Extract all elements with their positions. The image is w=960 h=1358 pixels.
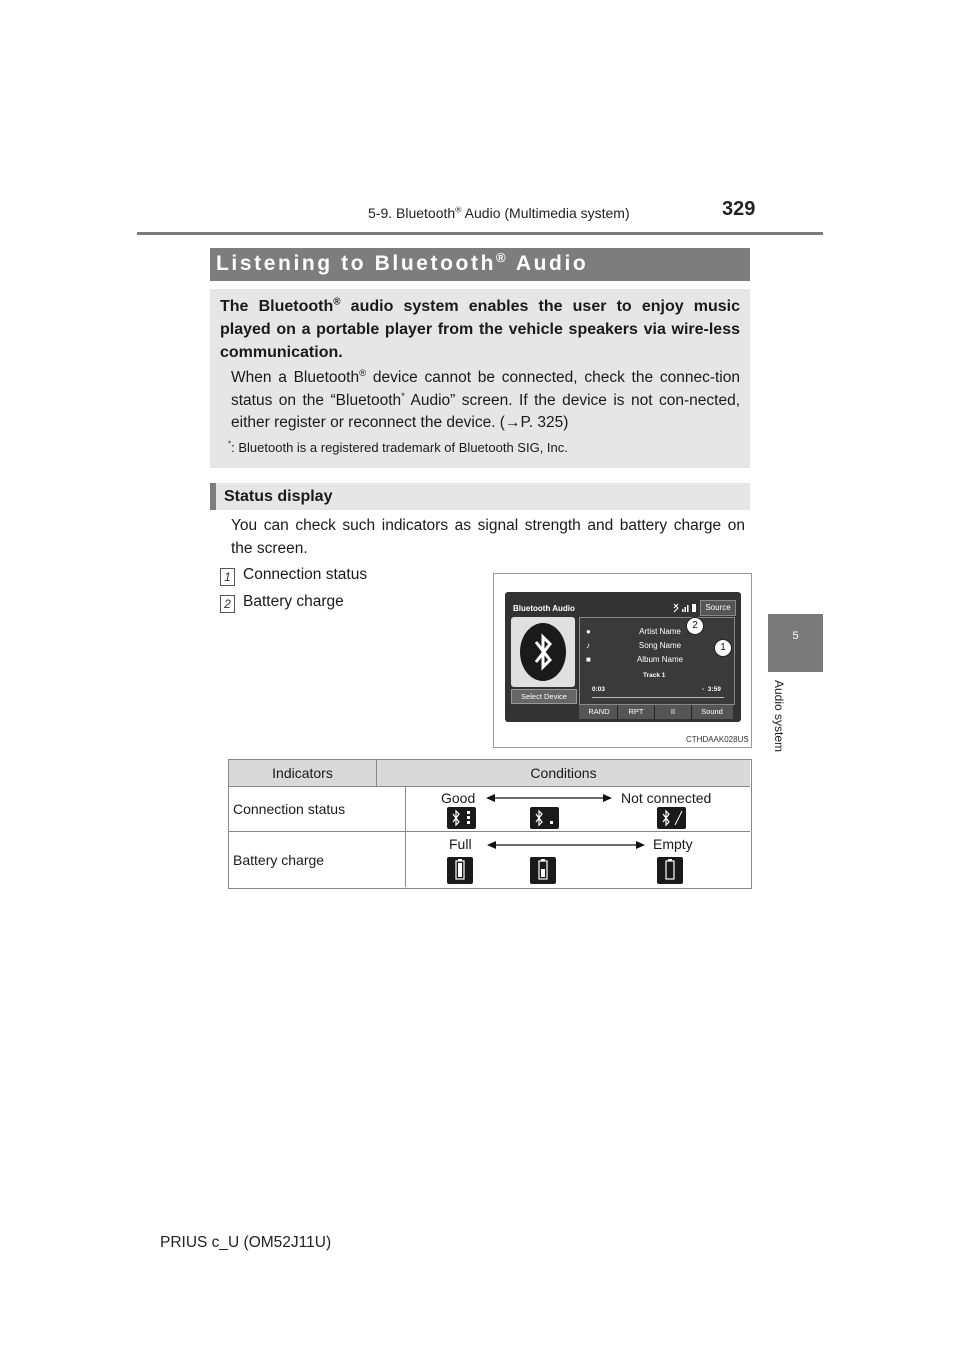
album-icon: ■ xyxy=(586,655,591,664)
remaining-time-value: 3:59 xyxy=(707,686,721,693)
header-conditions: Conditions xyxy=(530,765,597,781)
footer-model: PRIUS c_U (OM52J11U) xyxy=(160,1234,332,1251)
section-suffix: Audio (Multimedia system) xyxy=(461,205,630,221)
section-prefix: 5-9. Bluetooth xyxy=(368,205,456,221)
condition-not-connected: Not connected xyxy=(621,790,712,806)
chapter-number: 5 xyxy=(792,630,799,642)
header-indicators: Indicators xyxy=(272,765,333,781)
chapter-tab xyxy=(768,614,823,672)
condition-good: Good xyxy=(441,790,476,806)
chapter-label-text: Audio system xyxy=(772,680,786,753)
progress-bar xyxy=(592,697,724,698)
page-number: 329 xyxy=(722,198,756,220)
table-rule xyxy=(228,831,750,832)
intro-summary xyxy=(220,295,740,364)
double-arrow-icon xyxy=(487,839,645,851)
elapsed-time: 0:03 xyxy=(592,686,606,693)
pause-button[interactable]: II xyxy=(655,705,692,719)
status-heading-accent xyxy=(210,483,216,510)
bluetooth-signal-full-icon xyxy=(447,807,476,829)
item-number-1: 1 xyxy=(220,568,235,586)
chapter-label xyxy=(762,680,798,780)
item-label-connection: Connection status xyxy=(243,566,368,583)
title-suffix: Audio xyxy=(508,252,589,275)
remaining-time xyxy=(702,686,721,693)
table-rule xyxy=(228,786,750,787)
intro-note xyxy=(231,367,740,435)
intro-bold-mark: ® xyxy=(333,296,341,308)
row-connection-label: Connection status xyxy=(233,801,346,817)
status-indicators-icon xyxy=(672,603,698,613)
note-part3: Audio” screen. If the device is not con-nected, either register or reconnect the device. (→P. 325) xyxy=(231,391,741,431)
screen-title: Bluetooth Audio xyxy=(513,604,575,613)
double-arrow-icon xyxy=(486,792,612,804)
item-number-2: 2 xyxy=(220,595,235,613)
callout-1: 1 xyxy=(714,639,732,657)
person-icon: ● xyxy=(586,627,591,636)
source-button[interactable]: Source xyxy=(700,600,736,616)
track-label: Track 1 xyxy=(643,672,666,679)
music-note-icon: ♪ xyxy=(586,641,590,650)
section-header xyxy=(368,205,630,221)
header-rule xyxy=(137,232,823,235)
intro-bold-suffix: audio system enables the user to enjoy music played on a portable player from the vehicle speakers via wire-less communication. xyxy=(220,298,740,361)
footnote-star: * xyxy=(228,439,232,449)
note-part1: When a Bluetooth xyxy=(231,369,360,386)
note-mark: ® xyxy=(359,367,367,379)
condition-full: Full xyxy=(449,836,472,852)
note-star: * xyxy=(401,390,405,402)
random-button[interactable]: RAND xyxy=(581,705,618,719)
title-prefix: Listening to Bluetooth xyxy=(216,252,496,275)
time-separator: - xyxy=(702,686,705,693)
footnote-text: : Bluetooth is a registered trademark of Bluetooth SIG, Inc. xyxy=(231,440,568,455)
note-part2: device cannot be connected, check the connec-tion status on the “Bluetooth xyxy=(231,369,740,409)
bluetooth-not-connected-icon xyxy=(657,807,686,829)
status-heading: Status display xyxy=(224,488,333,505)
song-name: Song Name xyxy=(638,641,682,650)
artist-name: Artist Name xyxy=(639,627,681,636)
table-column-divider xyxy=(405,787,406,887)
row-battery-label: Battery charge xyxy=(233,852,325,868)
repeat-button[interactable]: RPT xyxy=(618,705,655,719)
album-name: Album Name xyxy=(636,655,684,664)
callout-2: 2 xyxy=(686,617,704,635)
select-device-button[interactable]: Select Device xyxy=(511,689,577,704)
sound-button[interactable]: Sound xyxy=(701,707,723,716)
battery-full-icon xyxy=(447,857,473,884)
condition-empty: Empty xyxy=(653,836,693,852)
footnote xyxy=(228,440,568,455)
intro-bold-prefix: The Bluetooth xyxy=(220,298,334,315)
page-title xyxy=(216,252,588,276)
battery-half-icon xyxy=(530,857,556,884)
title-mark: ® xyxy=(496,250,509,265)
bluetooth-icon xyxy=(529,632,557,672)
bluetooth-signal-weak-icon xyxy=(530,807,559,829)
status-body: You can check such indicators as signal strength and battery charge on the screen. xyxy=(231,517,745,557)
item-label-battery: Battery charge xyxy=(243,593,344,610)
figure-code: CTHDAAK028US xyxy=(686,735,749,744)
battery-empty-icon xyxy=(657,857,683,884)
registered-mark: ® xyxy=(455,204,462,215)
